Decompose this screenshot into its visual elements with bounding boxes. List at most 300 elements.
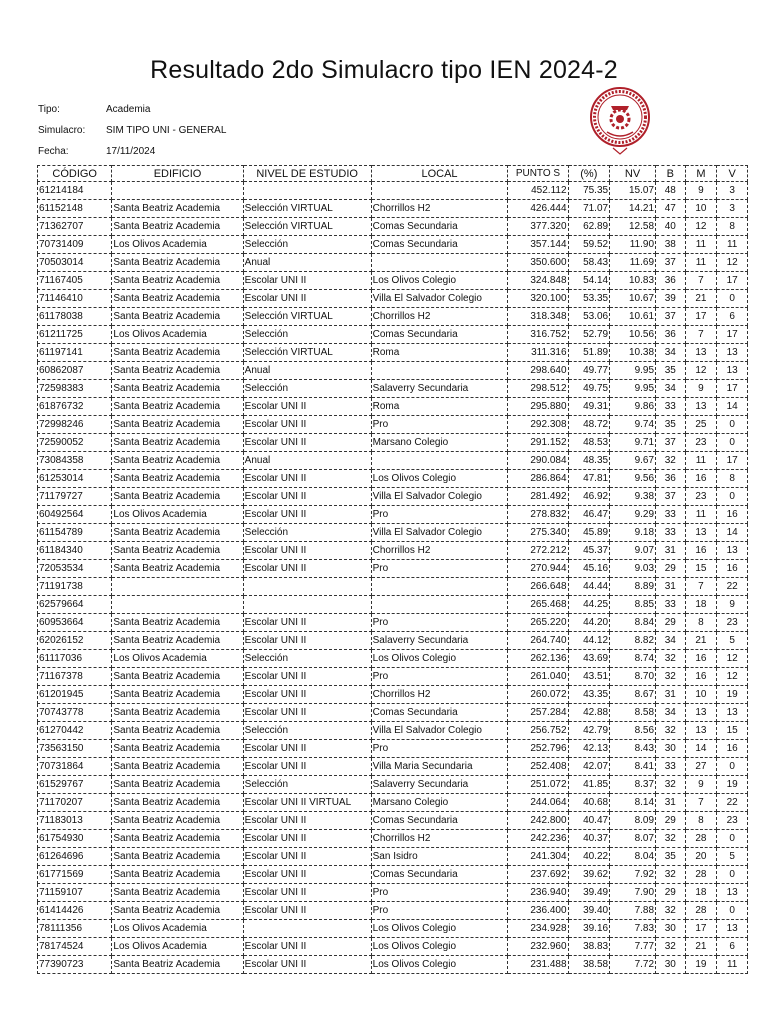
puntos-cell: 377.320 xyxy=(508,218,568,236)
nivel-cell: Escolar UNI II xyxy=(243,290,371,308)
v-cell: 6 xyxy=(717,308,748,326)
v-cell: 17 xyxy=(717,272,748,290)
puntos-cell: 298.640 xyxy=(508,362,568,380)
m-cell: 11 xyxy=(685,254,717,272)
table-row xyxy=(38,848,748,866)
v-cell: 0 xyxy=(717,290,748,308)
puntos-cell: 241.304 xyxy=(508,848,568,866)
nivel-cell: Anual xyxy=(243,362,371,380)
edificio-cell: Santa Beatriz Academia xyxy=(112,452,243,470)
nivel-cell: Anual xyxy=(243,254,371,272)
nv-cell: 8.14 xyxy=(610,794,656,812)
edificio-cell: Santa Beatriz Academia xyxy=(112,434,243,452)
percent-cell: 54.14 xyxy=(568,272,610,290)
codigo-cell: 61253014 xyxy=(38,470,112,488)
nv-cell: 8.85 xyxy=(610,596,656,614)
table-row xyxy=(38,362,748,380)
percent-cell: 53.06 xyxy=(568,308,610,326)
local-cell xyxy=(371,578,508,596)
edificio-cell: Santa Beatriz Academia xyxy=(112,200,243,218)
local-cell: Salaverry Secundaria xyxy=(371,380,508,398)
edificio-cell: Santa Beatriz Academia xyxy=(112,812,243,830)
v-cell: 13 xyxy=(717,362,748,380)
codigo-cell: 71167405 xyxy=(38,272,112,290)
puntos-cell: 318.348 xyxy=(508,308,568,326)
edificio-cell: Santa Beatriz Academia xyxy=(112,470,243,488)
percent-cell: 42.79 xyxy=(568,722,610,740)
nivel-cell: Escolar UNI II xyxy=(243,668,371,686)
m-cell: 21 xyxy=(685,632,717,650)
codigo-cell: 71167378 xyxy=(38,668,112,686)
table-row xyxy=(38,560,748,578)
edificio-cell: Santa Beatriz Academia xyxy=(112,560,243,578)
codigo-cell: 71191738 xyxy=(38,578,112,596)
puntos-cell: 270.944 xyxy=(508,560,568,578)
edificio-cell: Los Olivos Academia xyxy=(112,650,243,668)
table-row xyxy=(38,254,748,272)
nv-cell: 10.56 xyxy=(610,326,656,344)
v-cell: 19 xyxy=(717,686,748,704)
codigo-cell: 61771569 xyxy=(38,866,112,884)
puntos-cell: 232.960 xyxy=(508,938,568,956)
nivel-cell: Escolar UNI II xyxy=(243,938,371,956)
local-cell xyxy=(371,596,508,614)
university-seal-logo xyxy=(589,84,651,156)
codigo-cell: 70503014 xyxy=(38,254,112,272)
puntos-cell: 261.040 xyxy=(508,668,568,686)
table-row xyxy=(38,722,748,740)
table-row xyxy=(38,200,748,218)
b-cell: 37 xyxy=(656,254,686,272)
b-cell: 29 xyxy=(656,560,686,578)
nivel-cell xyxy=(243,920,371,938)
nv-cell: 8.41 xyxy=(610,758,656,776)
codigo-cell: 61152148 xyxy=(38,200,112,218)
b-cell: 33 xyxy=(656,506,686,524)
m-cell: 13 xyxy=(685,398,717,416)
b-cell: 32 xyxy=(656,938,686,956)
nivel-cell: Escolar UNI II xyxy=(243,902,371,920)
edificio-cell: Los Olivos Academia xyxy=(112,506,243,524)
puntos-cell: 357.144 xyxy=(508,236,568,254)
b-cell: 31 xyxy=(656,686,686,704)
puntos-cell: 231.488 xyxy=(508,956,568,974)
b-cell: 40 xyxy=(656,218,686,236)
percent-cell: 43.51 xyxy=(568,668,610,686)
nivel-cell: Escolar UNI II xyxy=(243,488,371,506)
nv-cell: 8.04 xyxy=(610,848,656,866)
edificio-cell: Santa Beatriz Academia xyxy=(112,902,243,920)
edificio-cell: Santa Beatriz Academia xyxy=(112,776,243,794)
m-cell: 8 xyxy=(685,614,717,632)
codigo-cell: 61178038 xyxy=(38,308,112,326)
nv-cell: 7.92 xyxy=(610,866,656,884)
m-cell: 16 xyxy=(685,650,717,668)
b-cell: 35 xyxy=(656,416,686,434)
m-cell: 17 xyxy=(685,920,717,938)
v-cell: 23 xyxy=(717,614,748,632)
m-cell: 7 xyxy=(685,794,717,812)
m-cell: 13 xyxy=(685,704,717,722)
codigo-cell: 70731864 xyxy=(38,758,112,776)
nv-cell: 8.43 xyxy=(610,740,656,758)
puntos-cell: 320.100 xyxy=(508,290,568,308)
local-cell: Comas Secundaria xyxy=(371,326,508,344)
local-cell: Roma xyxy=(371,344,508,362)
b-cell: 29 xyxy=(656,884,686,902)
local-cell: Chorrillos H2 xyxy=(371,830,508,848)
m-cell: 12 xyxy=(685,218,717,236)
v-cell: 3 xyxy=(717,200,748,218)
local-cell: Chorrillos H2 xyxy=(371,308,508,326)
b-cell: 33 xyxy=(656,398,686,416)
table-row xyxy=(38,398,748,416)
v-cell: 16 xyxy=(717,506,748,524)
b-cell: 31 xyxy=(656,794,686,812)
v-cell: 17 xyxy=(717,380,748,398)
nivel-cell: Escolar UNI II xyxy=(243,272,371,290)
m-cell: 17 xyxy=(685,308,717,326)
codigo-cell: 73084358 xyxy=(38,452,112,470)
puntos-cell: 290.084 xyxy=(508,452,568,470)
b-cell: 32 xyxy=(656,452,686,470)
puntos-cell: 257.284 xyxy=(508,704,568,722)
edificio-cell xyxy=(112,182,243,200)
v-cell: 8 xyxy=(717,470,748,488)
edificio-cell: Santa Beatriz Academia xyxy=(112,632,243,650)
puntos-cell: 281.492 xyxy=(508,488,568,506)
local-cell: Los Olivos Colegio xyxy=(371,470,508,488)
edificio-cell: Santa Beatriz Academia xyxy=(112,488,243,506)
b-cell: 29 xyxy=(656,614,686,632)
b-cell: 37 xyxy=(656,308,686,326)
codigo-cell: 60862087 xyxy=(38,362,112,380)
table-row xyxy=(38,452,748,470)
b-cell: 32 xyxy=(656,668,686,686)
m-cell: 10 xyxy=(685,200,717,218)
v-cell: 0 xyxy=(717,866,748,884)
codigo-cell: 71362707 xyxy=(38,218,112,236)
percent-cell: 42.88 xyxy=(568,704,610,722)
m-cell: 12 xyxy=(685,362,717,380)
nv-cell: 11.90 xyxy=(610,236,656,254)
puntos-cell: 316.752 xyxy=(508,326,568,344)
v-cell: 22 xyxy=(717,578,748,596)
edificio-cell: Los Olivos Academia xyxy=(112,236,243,254)
m-cell: 25 xyxy=(685,416,717,434)
nivel-cell: Escolar UNI II xyxy=(243,686,371,704)
puntos-cell: 234.928 xyxy=(508,920,568,938)
column-header: NV xyxy=(610,166,656,182)
nv-cell: 9.86 xyxy=(610,398,656,416)
local-cell: Chorrillos H2 xyxy=(371,542,508,560)
edificio-cell: Santa Beatriz Academia xyxy=(112,722,243,740)
local-cell: Pro xyxy=(371,416,508,434)
nivel-cell: Selección xyxy=(243,326,371,344)
codigo-cell: 71159107 xyxy=(38,884,112,902)
m-cell: 9 xyxy=(685,776,717,794)
codigo-cell: 61201945 xyxy=(38,686,112,704)
v-cell: 0 xyxy=(717,488,748,506)
local-cell: Comas Secundaria xyxy=(371,236,508,254)
b-cell: 30 xyxy=(656,740,686,758)
v-cell: 17 xyxy=(717,326,748,344)
b-cell: 37 xyxy=(656,434,686,452)
b-cell: 33 xyxy=(656,758,686,776)
b-cell: 38 xyxy=(656,236,686,254)
m-cell: 21 xyxy=(685,938,717,956)
column-header: EDIFICIO xyxy=(112,166,243,182)
nv-cell: 9.95 xyxy=(610,362,656,380)
nivel-cell: Selección xyxy=(243,650,371,668)
nivel-cell: Escolar UNI II xyxy=(243,848,371,866)
local-cell: Marsano Colegio xyxy=(371,434,508,452)
edificio-cell: Los Olivos Academia xyxy=(112,938,243,956)
percent-cell: 45.16 xyxy=(568,560,610,578)
b-cell: 33 xyxy=(656,524,686,542)
v-cell: 13 xyxy=(717,542,748,560)
local-cell: Los Olivos Colegio xyxy=(371,956,508,974)
nivel-cell: Escolar UNI II xyxy=(243,470,371,488)
local-cell: Pro xyxy=(371,884,508,902)
percent-cell: 59.52 xyxy=(568,236,610,254)
table-row xyxy=(38,290,748,308)
table-row xyxy=(38,434,748,452)
nv-cell: 7.90 xyxy=(610,884,656,902)
table-row xyxy=(38,272,748,290)
v-cell: 5 xyxy=(717,848,748,866)
table-row xyxy=(38,578,748,596)
table-row xyxy=(38,596,748,614)
b-cell: 31 xyxy=(656,542,686,560)
edificio-cell: Santa Beatriz Academia xyxy=(112,686,243,704)
m-cell: 28 xyxy=(685,866,717,884)
puntos-cell: 272.212 xyxy=(508,542,568,560)
b-cell: 47 xyxy=(656,200,686,218)
b-cell: 36 xyxy=(656,326,686,344)
document-title: Resultado 2do Simulacro tipo IEN 2024-2 xyxy=(150,56,618,84)
codigo-cell: 62579664 xyxy=(38,596,112,614)
v-cell: 0 xyxy=(717,416,748,434)
b-cell: 29 xyxy=(656,812,686,830)
codigo-cell: 61214184 xyxy=(38,182,112,200)
v-cell: 16 xyxy=(717,560,748,578)
puntos-cell: 236.400 xyxy=(508,902,568,920)
nivel-cell: Escolar UNI II xyxy=(243,830,371,848)
edificio-cell xyxy=(112,596,243,614)
codigo-cell: 72998246 xyxy=(38,416,112,434)
b-cell: 30 xyxy=(656,956,686,974)
b-cell: 36 xyxy=(656,470,686,488)
b-cell: 30 xyxy=(656,920,686,938)
nivel-cell: Selección xyxy=(243,722,371,740)
results-table xyxy=(37,165,748,974)
nv-cell: 8.56 xyxy=(610,722,656,740)
local-cell: Villa El Salvador Colegio xyxy=(371,722,508,740)
v-cell: 6 xyxy=(717,938,748,956)
puntos-cell: 286.864 xyxy=(508,470,568,488)
local-cell: Roma xyxy=(371,398,508,416)
puntos-cell: 262.136 xyxy=(508,650,568,668)
column-header: CÓDIGO xyxy=(38,166,112,182)
v-cell: 13 xyxy=(717,344,748,362)
m-cell: 7 xyxy=(685,272,717,290)
codigo-cell: 78174524 xyxy=(38,938,112,956)
table-row xyxy=(38,866,748,884)
nivel-cell: Selección xyxy=(243,380,371,398)
b-cell: 48 xyxy=(656,182,686,200)
edificio-cell: Santa Beatriz Academia xyxy=(112,416,243,434)
nivel-cell: Anual xyxy=(243,452,371,470)
codigo-cell: 61197141 xyxy=(38,344,112,362)
nv-cell: 8.67 xyxy=(610,686,656,704)
local-cell xyxy=(371,182,508,200)
nivel-cell: Selección xyxy=(243,776,371,794)
local-cell: Chorrillos H2 xyxy=(371,686,508,704)
codigo-cell: 60492564 xyxy=(38,506,112,524)
table-row xyxy=(38,182,748,200)
codigo-cell: 61211725 xyxy=(38,326,112,344)
local-cell: Chorrillos H2 xyxy=(371,200,508,218)
percent-cell: 42.07 xyxy=(568,758,610,776)
edificio-cell: Santa Beatriz Academia xyxy=(112,956,243,974)
edificio-cell: Santa Beatriz Academia xyxy=(112,884,243,902)
m-cell: 11 xyxy=(685,236,717,254)
percent-cell: 58.43 xyxy=(568,254,610,272)
nivel-cell: Escolar UNI II xyxy=(243,704,371,722)
nv-cell: 7.77 xyxy=(610,938,656,956)
nv-cell: 9.18 xyxy=(610,524,656,542)
puntos-cell: 311.316 xyxy=(508,344,568,362)
percent-cell: 49.31 xyxy=(568,398,610,416)
edificio-cell: Santa Beatriz Academia xyxy=(112,524,243,542)
codigo-cell: 61154789 xyxy=(38,524,112,542)
table-row xyxy=(38,956,748,974)
m-cell: 8 xyxy=(685,812,717,830)
v-cell: 12 xyxy=(717,668,748,686)
nivel-cell: Selección VIRTUAL xyxy=(243,308,371,326)
percent-cell: 44.20 xyxy=(568,614,610,632)
local-cell: Salaverry Secundaria xyxy=(371,632,508,650)
percent-cell: 41.85 xyxy=(568,776,610,794)
meta-value: SIM TIPO UNI - GENERAL xyxy=(106,125,227,136)
local-cell: Comas Secundaria xyxy=(371,218,508,236)
puntos-cell: 244.064 xyxy=(508,794,568,812)
m-cell: 19 xyxy=(685,956,717,974)
v-cell: 12 xyxy=(717,650,748,668)
codigo-cell: 61270442 xyxy=(38,722,112,740)
v-cell: 19 xyxy=(717,776,748,794)
edificio-cell: Santa Beatriz Academia xyxy=(112,614,243,632)
nv-cell: 9.95 xyxy=(610,380,656,398)
codigo-cell: 71170207 xyxy=(38,794,112,812)
percent-cell: 48.35 xyxy=(568,452,610,470)
local-cell: Los Olivos Colegio xyxy=(371,650,508,668)
codigo-cell: 60953664 xyxy=(38,614,112,632)
meta-value: 17/11/2024 xyxy=(106,146,156,157)
nv-cell: 7.72 xyxy=(610,956,656,974)
edificio-cell: Santa Beatriz Academia xyxy=(112,344,243,362)
edificio-cell: Santa Beatriz Academia xyxy=(112,668,243,686)
b-cell: 33 xyxy=(656,596,686,614)
nivel-cell: Selección xyxy=(243,524,371,542)
table-row xyxy=(38,650,748,668)
m-cell: 27 xyxy=(685,758,717,776)
local-cell: Los Olivos Colegio xyxy=(371,920,508,938)
nv-cell: 11.69 xyxy=(610,254,656,272)
table-row xyxy=(38,344,748,362)
column-header: (%) xyxy=(568,166,610,182)
v-cell: 13 xyxy=(717,920,748,938)
m-cell: 23 xyxy=(685,488,717,506)
m-cell: 16 xyxy=(685,542,717,560)
edificio-cell: Santa Beatriz Academia xyxy=(112,866,243,884)
m-cell: 7 xyxy=(685,578,717,596)
nivel-cell: Escolar UNI II xyxy=(243,866,371,884)
table-row xyxy=(38,236,748,254)
m-cell: 21 xyxy=(685,290,717,308)
nv-cell: 8.70 xyxy=(610,668,656,686)
percent-cell: 40.47 xyxy=(568,812,610,830)
codigo-cell: 71183013 xyxy=(38,812,112,830)
edificio-cell xyxy=(112,578,243,596)
v-cell: 9 xyxy=(717,596,748,614)
nivel-cell xyxy=(243,596,371,614)
table-row xyxy=(38,776,748,794)
puntos-cell: 266.648 xyxy=(508,578,568,596)
codigo-cell: 70743778 xyxy=(38,704,112,722)
edificio-cell: Santa Beatriz Academia xyxy=(112,542,243,560)
nivel-cell: Escolar UNI II xyxy=(243,416,371,434)
m-cell: 28 xyxy=(685,830,717,848)
nv-cell: 9.74 xyxy=(610,416,656,434)
percent-cell: 44.44 xyxy=(568,578,610,596)
b-cell: 37 xyxy=(656,488,686,506)
table-row xyxy=(38,812,748,830)
v-cell: 14 xyxy=(717,398,748,416)
m-cell: 11 xyxy=(685,452,717,470)
nivel-cell: Escolar UNI II xyxy=(243,614,371,632)
nv-cell: 8.74 xyxy=(610,650,656,668)
table-row xyxy=(38,506,748,524)
table-row xyxy=(38,308,748,326)
percent-cell: 62.89 xyxy=(568,218,610,236)
nv-cell: 9.67 xyxy=(610,452,656,470)
codigo-cell: 61184340 xyxy=(38,542,112,560)
v-cell: 23 xyxy=(717,812,748,830)
percent-cell: 45.37 xyxy=(568,542,610,560)
nivel-cell: Escolar UNI II xyxy=(243,812,371,830)
nv-cell: 8.82 xyxy=(610,632,656,650)
puntos-cell: 242.800 xyxy=(508,812,568,830)
v-cell: 0 xyxy=(717,758,748,776)
puntos-cell: 237.692 xyxy=(508,866,568,884)
nv-cell: 7.88 xyxy=(610,902,656,920)
v-cell: 3 xyxy=(717,182,748,200)
table-row xyxy=(38,686,748,704)
m-cell: 16 xyxy=(685,668,717,686)
m-cell: 9 xyxy=(685,380,717,398)
codigo-cell: 62026152 xyxy=(38,632,112,650)
nv-cell: 9.03 xyxy=(610,560,656,578)
percent-cell: 45.89 xyxy=(568,524,610,542)
b-cell: 34 xyxy=(656,632,686,650)
nv-cell: 8.84 xyxy=(610,614,656,632)
puntos-cell: 292.308 xyxy=(508,416,568,434)
local-cell: Pro xyxy=(371,560,508,578)
v-cell: 15 xyxy=(717,722,748,740)
nivel-cell: Escolar UNI II xyxy=(243,758,371,776)
